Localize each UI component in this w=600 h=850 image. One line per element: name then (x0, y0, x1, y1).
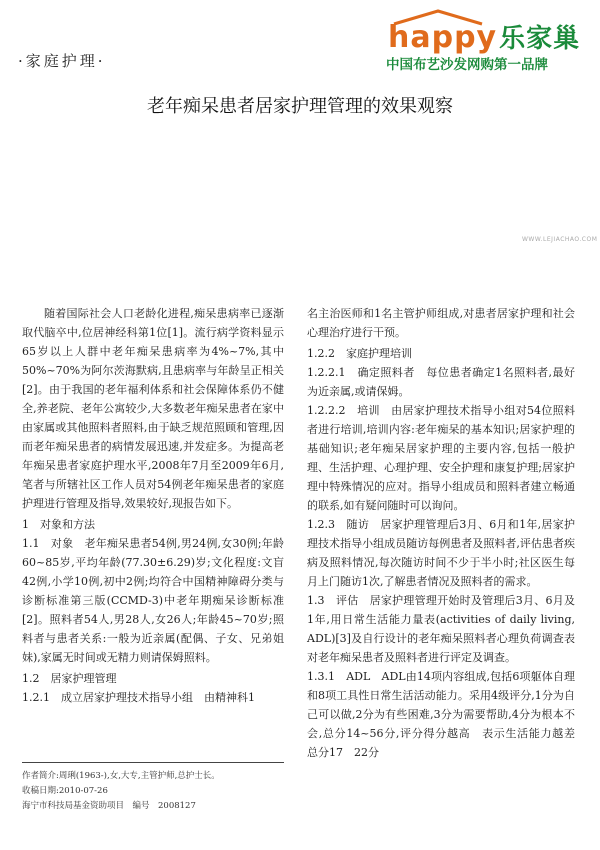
watermark-url: WWW.LEJIACHAO.COM (522, 236, 598, 243)
footnote-line: 作者简介:周琍(1963-),女,大专,主管护师,总护士长。 (22, 771, 220, 781)
brand-cn: 乐家巢 (499, 24, 581, 54)
section-heading: 1.2.2 家庭护理培训 (307, 347, 412, 360)
section-heading: 1.2 居家护理管理 (22, 672, 117, 685)
article-title: 老年痴呆患者居家护理管理的效果观察 (147, 96, 453, 117)
right-column (307, 304, 586, 762)
paragraph: 1.2.2.2 培训 由居家护理技术指导小组对54位照料者进行培训,培训内容:老年痴呆的基本知识;居家护理的基础知识;老年痴呆居家护理的主要内容,包括一般护理、生活护理、心理护理、安全护理和康复护理;居家护理中特殊情况的应对。指导小组成员和照料者建立畅通的联系,如有疑问随时可以询问。 (307, 404, 575, 512)
paragraph: 名主治医师和1名主管护师组成,对患者居家护理和社会心理治疗进行干预。 (307, 307, 575, 339)
left-column (22, 304, 284, 707)
paragraph: 1.2.2.1 确定照料者 每位患者确定1名照料者,最好为近亲属,或请保姆。 (307, 366, 575, 398)
paragraph: 1.3.1 ADL ADL由14项内容组成,包括6项躯体自理和8项工具性日常生活活动能力。采用4级评分,1分为自己可以做,2分为有些困难,3分为需要帮助,4分为根本不会,总分14~56分,评分得分越高 表示生活能力越差 总分17 22分 (307, 670, 586, 759)
section-label: ·家庭护理· (18, 52, 106, 70)
paragraph: 1.2.1 成立居家护理技术指导小组 由精神科1 (22, 691, 255, 704)
brand-logo (380, 8, 595, 78)
paragraph: 1.1 对象 老年痴呆患者54例,男24例,女30例;年龄60~85岁,平均年龄(77.30±6.29)岁;文化程度:文盲42例,小学10例,初中2例;均符合中国精神障碍分类与诊断标准第三版(CCMD-3)中老年期痴呆诊断标准[2]。照料者54人,男28人,女26人;年龄45~70岁;照料者与患者关系:一般为近亲属(配偶、子女、兄弟姐妹),家属无时间或无精力则请保姆照料。 (22, 537, 284, 664)
paragraph: 1.3 评估 居家护理管理开始时及管理后3月、6月及1年,用日常生活能力量表(activities of daily living, ADL)[3]及自行设计的老年痴呆照料者心理负荷调查表对老年痴呆患者及照料者进行评定及调查。 (307, 594, 575, 664)
section-heading: 1 对象和方法 (22, 518, 95, 531)
footnote-line: 收稿日期:2010-07-26 (22, 786, 108, 796)
paragraph: 1.2.3 随访 居家护理管理后3月、6月和1年,居家护理技术指导小组成员随访每例患者及照料者,评估患者疾病及照料情况,每次随访时间不少于半小时;社区医生每月上门随访1次,了解患者情况及照料者的需求。 (307, 518, 575, 588)
brand-slogan: 中国布艺沙发网购第一品牌 (386, 57, 548, 73)
footnotes (22, 762, 284, 814)
footnote-line: 海宁市科技局基金资助项目 编号 2008127 (22, 801, 196, 811)
paragraph: 随着国际社会人口老龄化进程,痴呆患病率已逐渐取代脑卒中,位居神经科第1位[1]。流行病学资料显示65岁以上人群中老年痴呆患病率为4%~7%,其中50%~70%为阿尔茨海默病,且患病率与年龄呈正相关[2]。由于我国的老年福利体系和社会保障体系仍不健全,养老院、老年公寓较少,大多数老年痴呆患者在家中由家属或其他照料者照料,由于缺乏规范照顾和管理,因而老年痴呆患者的病情发展迅速,并发症多。为提高老年痴呆患者家庭护理水平,2008年7月至2009年6月,笔者与所辖社区工作人员对54例老年痴呆患者的家庭护理进行管理及指导,效果较好,现报告如下。 (22, 307, 284, 510)
brand-latin: happy (388, 20, 498, 55)
